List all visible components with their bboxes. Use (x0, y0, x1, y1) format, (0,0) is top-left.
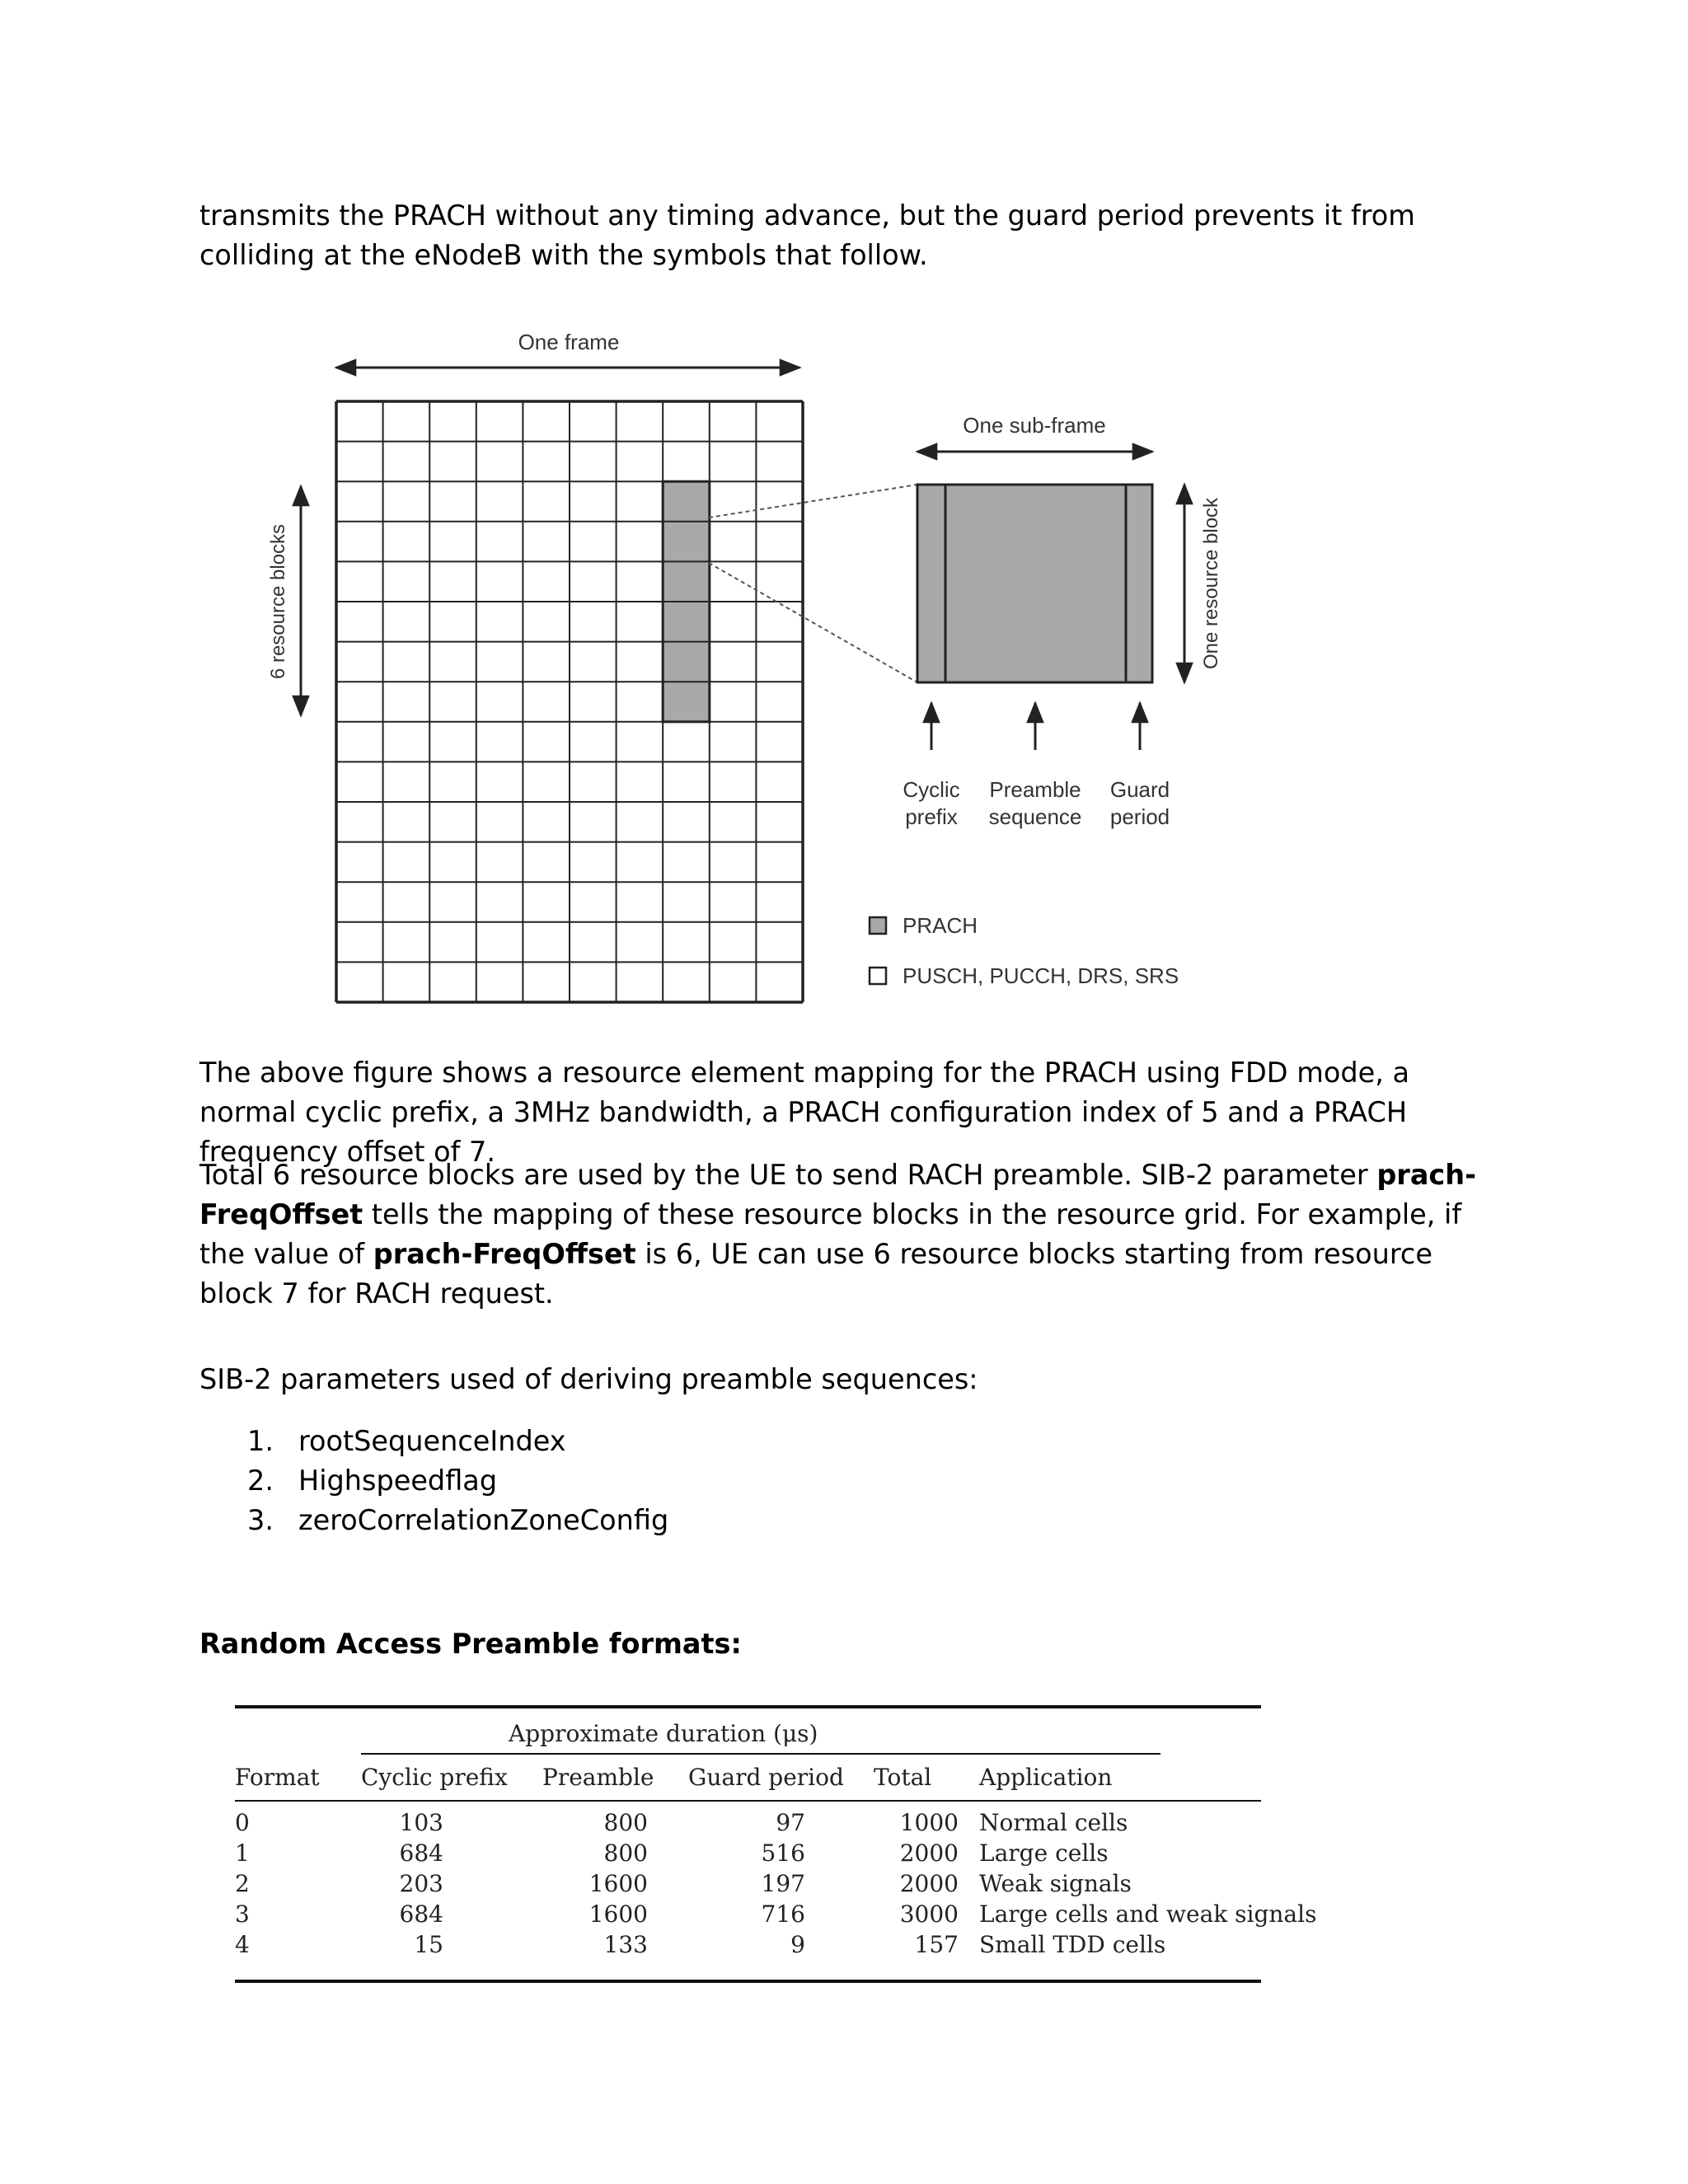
list-text: rootSequenceIndex (298, 1425, 566, 1457)
legend-other-swatch (870, 968, 886, 984)
table-cell: 800 (603, 1809, 648, 1836)
table-cell: 3 (235, 1900, 250, 1928)
table-cell: 197 (761, 1870, 805, 1897)
list-number: 1. (247, 1425, 274, 1457)
legend-prach-label: PRACH (903, 913, 978, 938)
table-cell: 9 (790, 1931, 805, 1958)
preamble-label-2: sequence (988, 804, 1082, 829)
legend-prach-swatch (870, 917, 886, 934)
table-cell: Small TDD cells (979, 1931, 1166, 1958)
rb-text-1: Total 6 resource blocks are used by the UE to send RACH preamble. SIB-2 parameter (199, 1159, 1377, 1191)
rb-text-2: tells the mapping of these resource blocks in the resource grid. For example, if the value of (199, 1198, 1462, 1270)
rb-bold-1: prach-FreqOffset (199, 1159, 1477, 1230)
figure-description: The above figure shows a resource element mapping for the PRACH using FDD mode, a normal cyclic prefix, a 3MHz bandwidth, a PRACH configuration index of 5 and a PRACH frequency offset of 7. (199, 1057, 1410, 1168)
formats-heading: Random Access Preamble formats: (199, 1628, 742, 1660)
one-subframe-label: One sub-frame (963, 413, 1106, 438)
table-cell: Large cells (979, 1840, 1109, 1867)
table-cell: Normal cells (979, 1809, 1128, 1836)
table-cell: 1000 (899, 1809, 959, 1836)
rb-paragraph (199, 1155, 1502, 1314)
one-frame-label: One frame (518, 330, 620, 354)
table-cell: 203 (399, 1870, 443, 1897)
list-text: zeroCorrelationZoneConfig (298, 1504, 669, 1536)
table-cell: 1600 (588, 1900, 648, 1928)
table-cell: 516 (761, 1840, 805, 1867)
list-item (199, 1461, 668, 1501)
table-cell: 15 (414, 1931, 443, 1958)
table-cell: 97 (776, 1809, 805, 1836)
rb-bold-2: prach-FreqOffset (373, 1238, 636, 1270)
header-cyclic-prefix: Cyclic prefix (361, 1764, 508, 1791)
table-cell: 1 (235, 1840, 250, 1867)
table-cell: 157 (914, 1931, 959, 1958)
prach-resource-mapping-figure (0, 0, 1688, 1038)
header-total: Total (874, 1764, 932, 1791)
header-application: Application (979, 1764, 1113, 1791)
intro-paragraph: transmits the PRACH without any timing advance, but the guard period prevents it from colliding at the eNodeB with the symbols that follow. (199, 199, 1415, 271)
rb-text-3: is 6, UE can use 6 resource blocks starting from resource block 7 for RACH request. (199, 1238, 1432, 1310)
table-cell: 103 (399, 1809, 443, 1836)
projection-line-top (709, 485, 917, 518)
sib-intro: SIB-2 parameters used of deriving preamble sequences: (199, 1363, 978, 1395)
group-underline (361, 1753, 1160, 1755)
group-header: Approximate duration (μs) (509, 1720, 818, 1747)
list-number: 3. (247, 1504, 274, 1536)
table-cell: 716 (761, 1900, 805, 1928)
table-top-rule (235, 1705, 1261, 1708)
preamble-label-1: Preamble (989, 777, 1081, 802)
table-cell: 800 (603, 1840, 648, 1867)
header-format: Format (235, 1764, 320, 1791)
table-cell: 684 (399, 1840, 443, 1867)
table-cell: 2000 (899, 1870, 959, 1897)
table-cell: 1600 (588, 1870, 648, 1897)
projection-line-bottom (709, 563, 917, 682)
header-preamble: Preamble (542, 1764, 654, 1791)
one-rb-label: One resource block (1200, 497, 1222, 670)
table-cell: 0 (235, 1809, 250, 1836)
list-number: 2. (247, 1465, 274, 1497)
guard-label-2: period (1109, 804, 1170, 829)
cyclic-prefix-label-1: Cyclic (903, 777, 960, 802)
table-bottom-rule (235, 1980, 1261, 1983)
list-item (199, 1422, 668, 1461)
header-guard-period: Guard period (688, 1764, 844, 1791)
list-item (199, 1501, 668, 1540)
subframe-block (917, 485, 1152, 682)
six-rb-label: 6 resource blocks (267, 523, 289, 680)
table-cell: 2 (235, 1870, 250, 1897)
guard-label-1: Guard (1109, 777, 1170, 802)
sib-parameter-list (199, 1422, 668, 1540)
list-text: Highspeedflag (298, 1465, 498, 1497)
resource-grid (336, 401, 803, 1002)
table-cell: 133 (603, 1931, 648, 1958)
table-cell: 684 (399, 1900, 443, 1928)
legend-other-label: PUSCH, PUCCH, DRS, SRS (903, 963, 1179, 988)
table-cell: 4 (235, 1931, 250, 1958)
cyclic-prefix-label-2: prefix (905, 804, 958, 829)
header-rule (235, 1800, 1261, 1802)
table-cell: 3000 (899, 1900, 959, 1928)
table-cell: Weak signals (979, 1870, 1132, 1897)
table-cell: Large cells and weak signals (979, 1900, 1317, 1928)
table-cell: 2000 (899, 1840, 959, 1867)
